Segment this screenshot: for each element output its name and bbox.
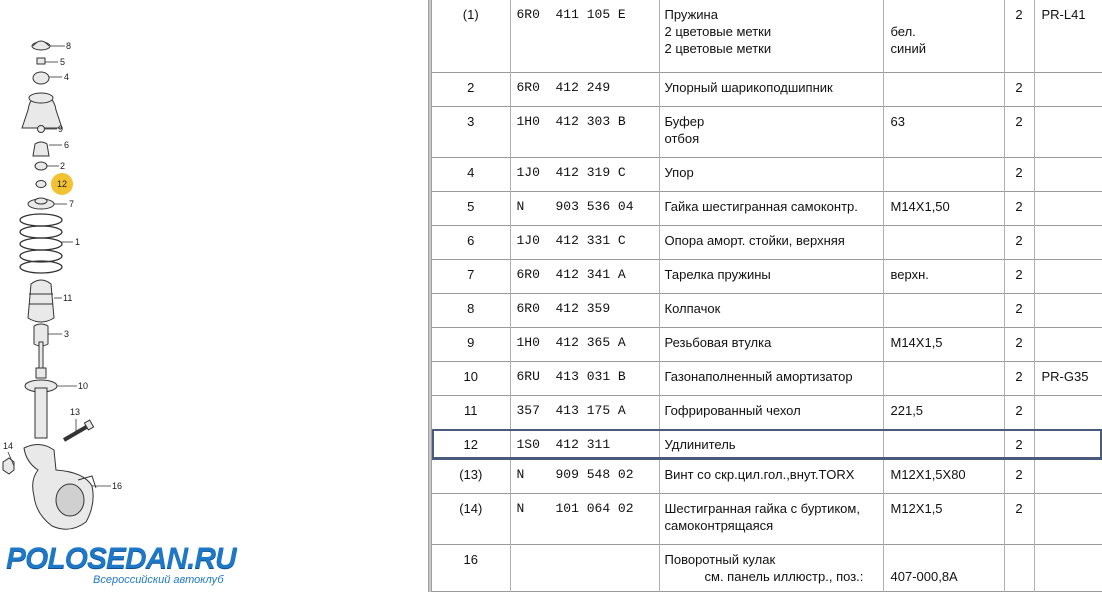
cell-pr-code: PR-G35	[1041, 368, 1089, 384]
part-shock-absorber[interactable]	[35, 388, 47, 438]
description-line: Пружина	[664, 7, 718, 22]
cell-position: 5	[432, 191, 510, 225]
cell-description	[659, 459, 883, 493]
table-row[interactable]	[432, 493, 1102, 544]
part-shock-top	[36, 368, 46, 378]
note-line	[891, 232, 1004, 249]
cell-description	[659, 361, 883, 395]
cell-part-number: N 903 536 04	[510, 191, 659, 225]
callout-16[interactable]: 16	[112, 481, 123, 491]
note-line: 407-000,8A	[890, 568, 958, 584]
cell-description	[659, 395, 883, 429]
table-row[interactable]	[432, 327, 1102, 361]
note-line: синий	[890, 41, 926, 56]
description-line: Колпачок	[664, 300, 721, 316]
description-line: Опора аморт. стойки, верхняя	[664, 232, 845, 248]
description-line: Резьбовая втулка	[664, 334, 772, 350]
cell-position: 2	[432, 72, 510, 106]
cell-part-number: 6R0 411 105 E	[510, 0, 659, 72]
cell-quantity: 2	[1004, 191, 1034, 225]
part-strut-mount-top	[29, 93, 53, 103]
cell-note	[883, 361, 1004, 395]
cell-pr-code	[1034, 157, 1102, 191]
cell-part-number: 1H0 412 303 B	[510, 106, 659, 157]
cell-description	[659, 72, 883, 106]
cell-description	[659, 191, 883, 225]
callout-2[interactable]: 2	[60, 161, 66, 171]
table-row[interactable]	[432, 429, 1102, 459]
callout-12-highlighted[interactable]: 12	[51, 173, 73, 195]
description-line: 2 цветовые метки	[664, 41, 772, 56]
cell-description	[659, 429, 883, 459]
cell-position: 11	[432, 395, 510, 429]
cell-description	[659, 157, 883, 191]
cell-description	[659, 0, 883, 72]
logo-name: POLOSEDAN.RU	[6, 542, 236, 575]
part-nut[interactable]	[37, 58, 45, 64]
cell-position: 9	[432, 327, 510, 361]
cell-quantity: 2	[1004, 293, 1034, 327]
cell-part-number: 1J0 412 319 C	[510, 157, 659, 191]
cell-quantity: 2	[1004, 429, 1034, 459]
cell-pr-code	[1034, 225, 1102, 259]
cell-position: 16	[432, 544, 510, 591]
cell-description	[659, 106, 883, 157]
part-steering-knuckle[interactable]	[24, 444, 93, 529]
note-line	[891, 79, 1004, 96]
cell-note	[883, 106, 1004, 157]
cell-part-number: 357 413 175 A	[510, 395, 659, 429]
table-row[interactable]	[432, 293, 1102, 327]
cell-quantity: 2	[1004, 106, 1034, 157]
site-logo[interactable]	[6, 542, 236, 586]
note-line: M14X1,50	[890, 198, 950, 214]
cell-position: (13)	[432, 459, 510, 493]
cell-quantity: 2	[1004, 459, 1034, 493]
cell-note	[883, 459, 1004, 493]
cell-description	[659, 259, 883, 293]
table-row[interactable]	[432, 191, 1102, 225]
table-row[interactable]	[432, 259, 1102, 293]
cell-part-number: N 909 548 02	[510, 459, 659, 493]
description-line: Гофрированный чехол	[664, 402, 801, 418]
cell-quantity: 2	[1004, 327, 1034, 361]
note-line	[891, 300, 1004, 317]
cell-quantity: 2	[1004, 72, 1034, 106]
note-line: M12X1,5	[890, 500, 943, 516]
cell-note	[883, 493, 1004, 544]
part-bushing[interactable]	[38, 126, 45, 133]
cell-pr-code	[1034, 429, 1102, 459]
table-row[interactable]	[432, 544, 1102, 591]
callout-5[interactable]: 5	[60, 57, 66, 67]
table-row[interactable]	[432, 361, 1102, 395]
part-upper-mount[interactable]	[33, 142, 49, 156]
table-row[interactable]	[432, 395, 1102, 429]
description-line: Винт со скр.цил.гол.,внут.TORX	[664, 467, 855, 483]
part-boot[interactable]	[28, 280, 54, 322]
part-spring-plate-hub	[35, 198, 47, 204]
cell-note	[883, 429, 1004, 459]
cell-pr-code	[1034, 459, 1102, 493]
description-line: самоконтрящаяся	[664, 517, 774, 533]
cell-quantity: 2	[1004, 157, 1034, 191]
cell-pr-code	[1034, 72, 1102, 106]
cell-note	[883, 157, 1004, 191]
cell-note	[883, 259, 1004, 293]
cell-note	[883, 191, 1004, 225]
cell-part-number: 6R0 412 359	[510, 293, 659, 327]
cell-quantity: 2	[1004, 395, 1034, 429]
parts-table	[432, 0, 1102, 592]
part-stop[interactable]	[33, 72, 49, 84]
note-line	[891, 164, 1004, 181]
cell-part-number: 6R0 412 341 A	[510, 259, 659, 293]
cell-part-number: 1J0 412 331 C	[510, 225, 659, 259]
cell-quantity: 2	[1004, 361, 1034, 395]
cell-position: 3	[432, 106, 510, 157]
callout-8[interactable]: 8	[66, 41, 72, 51]
cell-position: 8	[432, 293, 510, 327]
callout-7[interactable]: 7	[69, 199, 75, 209]
description-line: Тарелка пружины	[664, 266, 771, 282]
cell-quantity: 2	[1004, 0, 1034, 72]
note-line: M14X1,5	[890, 334, 943, 350]
description-line: Упорный шарикоподшипник	[664, 79, 833, 95]
cell-part-number: N 101 064 02	[510, 493, 659, 544]
cell-position: 6	[432, 225, 510, 259]
note-line: бел.	[890, 24, 916, 39]
cell-position: 7	[432, 259, 510, 293]
callout-leaders	[8, 46, 111, 486]
callout-3[interactable]: 3	[64, 329, 70, 339]
cell-description	[659, 327, 883, 361]
cell-part-number: 6R0 412 249	[510, 72, 659, 106]
cell-position: 4	[432, 157, 510, 191]
description-line: Удлинитель	[664, 436, 736, 452]
callout-14[interactable]: 14	[3, 441, 14, 451]
description-line: Поворотный кулак	[664, 551, 776, 567]
part-cap-top	[33, 41, 49, 46]
description-line: Гайка шестигранная самоконтр.	[664, 198, 858, 214]
table-row[interactable]	[432, 72, 1102, 106]
cell-note	[883, 0, 1004, 72]
cell-position: 10	[432, 361, 510, 395]
cell-note	[883, 72, 1004, 106]
cell-pr-code	[1034, 544, 1102, 591]
note-line	[891, 551, 1004, 568]
note-line: 221,5	[890, 402, 924, 418]
cell-quantity	[1004, 544, 1034, 591]
description-line: см. панель иллюстр., поз.:	[704, 568, 864, 584]
note-line	[891, 436, 1004, 453]
cell-description	[659, 493, 883, 544]
cell-note	[883, 293, 1004, 327]
cell-position: (14)	[432, 493, 510, 544]
table-row[interactable]	[432, 0, 1102, 72]
description-line: Буфер	[664, 113, 705, 129]
cell-part-number: 6RU 413 031 B	[510, 361, 659, 395]
cell-quantity: 2	[1004, 493, 1034, 544]
cell-pr-code	[1034, 395, 1102, 429]
cell-quantity: 2	[1004, 259, 1034, 293]
description-line: Шестигранная гайка с буртиком,	[664, 500, 860, 516]
parts-table-body	[432, 0, 1102, 592]
note-line: M12X1,5X80	[890, 467, 966, 483]
callout-10[interactable]: 10	[78, 381, 89, 391]
cell-description	[659, 293, 883, 327]
cell-pr-code	[1034, 493, 1102, 544]
cell-pr-code	[1034, 259, 1102, 293]
note-line	[891, 6, 1004, 23]
cell-position: (1)	[432, 0, 510, 72]
callout-1[interactable]: 1	[75, 237, 81, 247]
part-bearing[interactable]	[35, 162, 47, 170]
cell-description	[659, 225, 883, 259]
cell-description	[659, 544, 883, 591]
part-extension[interactable]	[36, 181, 46, 188]
cell-position: 12	[432, 429, 510, 459]
cell-part-number	[510, 544, 659, 591]
callout-13[interactable]: 13	[70, 407, 81, 417]
table-row[interactable]	[432, 106, 1102, 157]
cell-pr-code	[1034, 293, 1102, 327]
exploded-diagram-panel	[0, 0, 430, 592]
table-row[interactable]	[432, 459, 1102, 493]
cell-pr-code: PR-L41	[1041, 7, 1086, 22]
cell-note	[883, 225, 1004, 259]
description-line: Упор	[664, 164, 694, 180]
cell-note	[883, 544, 1004, 591]
note-line: 63	[890, 113, 905, 129]
cell-quantity: 2	[1004, 225, 1034, 259]
note-line	[891, 368, 1004, 385]
table-row[interactable]	[432, 157, 1102, 191]
description-line: отбоя	[664, 130, 700, 146]
note-line: верхн.	[890, 266, 929, 282]
logo-tagline: Всероссийский автоклуб	[93, 574, 224, 586]
cell-part-number: 1S0 412 311	[510, 429, 659, 459]
description-line: 2 цветовые метки	[664, 24, 772, 39]
table-row[interactable]	[432, 225, 1102, 259]
callout-6[interactable]: 6	[64, 140, 70, 150]
cell-pr-code	[1034, 191, 1102, 225]
description-line: Газонаполненный амортизатор	[664, 368, 853, 384]
part-spring[interactable]	[20, 214, 62, 273]
cell-part-number: 1H0 412 365 A	[510, 327, 659, 361]
cell-note	[883, 327, 1004, 361]
callout-11[interactable]: 11	[63, 293, 73, 303]
callout-9[interactable]: 9	[58, 124, 64, 134]
callout-4[interactable]: 4	[64, 72, 70, 82]
cell-pr-code	[1034, 106, 1102, 157]
part-hex-nut[interactable]	[3, 458, 14, 474]
cell-note	[883, 395, 1004, 429]
cell-pr-code	[1034, 327, 1102, 361]
